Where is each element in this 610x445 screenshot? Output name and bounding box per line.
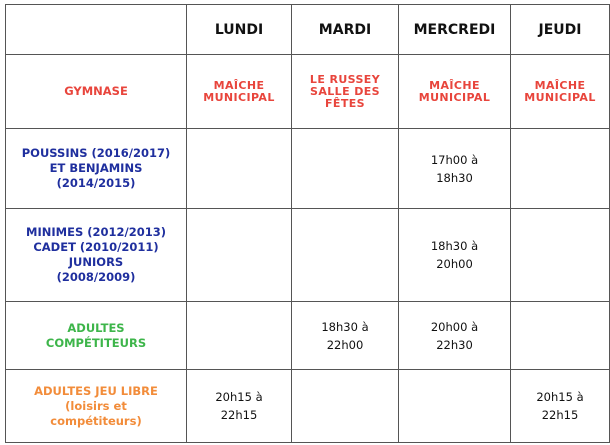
time-line: 18h30 à	[430, 239, 479, 253]
label-line: (2014/2015)	[56, 176, 136, 190]
day-header-lundi: LUNDI	[187, 5, 292, 55]
header-row	[6, 5, 610, 55]
time-line: 20h00	[436, 257, 473, 271]
adultes-jeu-libre-row	[6, 370, 610, 443]
place-line: MUNICIPAL	[418, 90, 491, 104]
label-line: ADULTES JEU LIBRE	[34, 383, 158, 398]
place-line: MAÎCHE	[534, 78, 586, 92]
time-line: 22h15	[220, 408, 258, 422]
time-line: 22h15	[541, 408, 579, 422]
place-line: MUNICIPAL	[524, 90, 596, 104]
label-line: JUNIORS	[68, 255, 124, 269]
adultes-jeu-libre-mercredi	[399, 370, 511, 443]
time-line: 20h15 à	[536, 390, 584, 404]
day-header-jeudi: JEUDI	[511, 5, 610, 55]
adultes-jeu-libre-label	[6, 370, 187, 443]
place-line: MUNICIPAL	[203, 90, 275, 104]
minimes-label	[6, 209, 187, 302]
time-line: 17h00 à	[430, 152, 479, 167]
schedule-table	[5, 4, 610, 443]
poussins-mardi	[292, 129, 399, 209]
poussins-lundi	[187, 129, 292, 209]
time-line: 20h00 à	[430, 319, 479, 334]
label-line: MINIMES (2012/2013)	[26, 225, 166, 239]
corner-cell	[6, 5, 187, 55]
place-line: SALLE DES	[310, 84, 380, 98]
label-line: ADULTES	[67, 320, 125, 335]
adultes-competiteurs-mardi	[292, 302, 399, 370]
adultes-jeu-libre-jeudi	[511, 370, 610, 443]
adultes-competiteurs-jeudi	[511, 302, 610, 370]
minimes-lundi	[187, 209, 292, 302]
label-line: (loisirs et	[65, 398, 127, 413]
gymnase-jeudi	[511, 55, 610, 129]
poussins-jeudi	[511, 129, 610, 209]
minimes-mardi	[292, 209, 399, 302]
time-line: 20h15 à	[215, 390, 263, 404]
time-line: 18h30 à	[321, 319, 369, 334]
place-line: MAÎCHE	[213, 78, 265, 92]
minimes-mercredi	[399, 209, 511, 302]
label-line: (2008/2009)	[56, 270, 136, 284]
gymnase-label: GYMNASE	[6, 55, 187, 129]
minimes-row	[6, 209, 610, 302]
poussins-label	[6, 129, 187, 209]
label-line: COMPÉTITEURS	[45, 335, 147, 350]
gymnase-lundi	[187, 55, 292, 129]
poussins-row	[6, 129, 610, 209]
label-line: compétiteurs)	[50, 413, 142, 428]
adultes-competiteurs-lundi	[187, 302, 292, 370]
poussins-mercredi	[399, 129, 511, 209]
adultes-competiteurs-mercredi	[399, 302, 511, 370]
adultes-jeu-libre-mardi	[292, 370, 399, 443]
place-line: MAÎCHE	[429, 78, 480, 92]
gymnase-row	[6, 55, 610, 129]
adultes-jeu-libre-lundi	[187, 370, 292, 443]
adultes-competiteurs-row	[6, 302, 610, 370]
time-line: 22h00	[326, 337, 364, 352]
gymnase-mercredi	[399, 55, 511, 129]
label-line: CADET (2010/2011)	[33, 240, 159, 254]
time-line: 18h30	[436, 170, 473, 185]
label-line: POUSSINS (2016/2017)	[21, 146, 171, 160]
day-header-mercredi: MERCREDI	[399, 5, 511, 55]
place-line: FÊTES	[325, 96, 365, 110]
adultes-competiteurs-label	[6, 302, 187, 370]
minimes-jeudi	[511, 209, 610, 302]
place-line: LE RUSSEY	[309, 72, 381, 86]
gymnase-mardi	[292, 55, 399, 129]
time-line: 22h30	[436, 337, 473, 352]
label-line: ET BENJAMINS	[49, 161, 143, 175]
day-header-mardi: MARDI	[292, 5, 399, 55]
